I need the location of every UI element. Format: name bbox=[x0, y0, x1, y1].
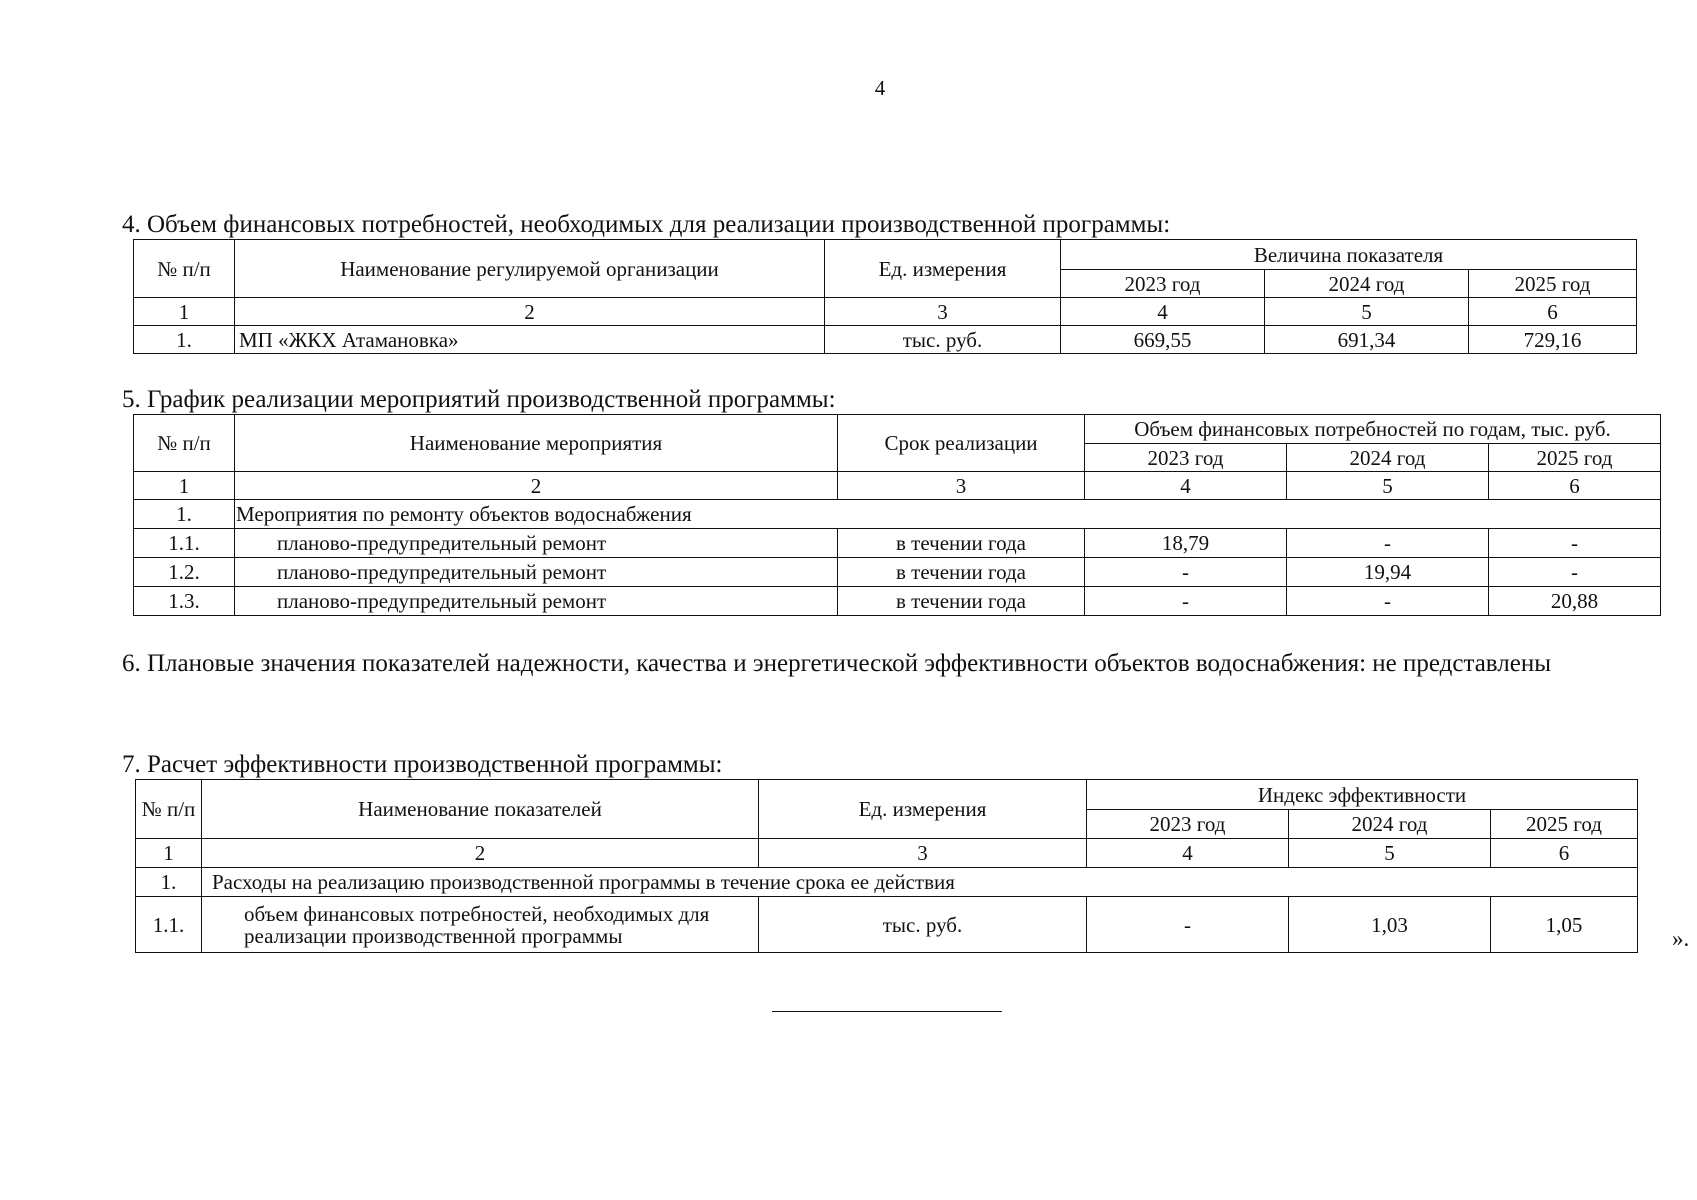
colnum: 5 bbox=[1289, 839, 1491, 868]
section-7-title: 7. Расчет эффективности производственной программы: bbox=[122, 751, 723, 778]
group-name: Мероприятия по ремонту объектов водоснабжения bbox=[235, 500, 1661, 529]
header-year-2023: 2023 год bbox=[1085, 444, 1287, 472]
value-2025: 729,16 bbox=[1469, 326, 1637, 354]
row-num: 1.1. bbox=[134, 529, 235, 558]
value-2024: 19,94 bbox=[1287, 558, 1489, 587]
colnum: 2 bbox=[202, 839, 759, 868]
column-number-row bbox=[134, 298, 1637, 326]
header-unit: Ед. измерения bbox=[825, 240, 1061, 298]
section-6-text: 6. Плановые значения показателей надежности, качества и энергетической эффективности объектов водоснабжения: не представлены bbox=[122, 650, 1552, 677]
term: в течении года bbox=[838, 587, 1085, 616]
value-2023: - bbox=[1087, 897, 1289, 953]
activity-name: планово-предупредительный ремонт bbox=[235, 558, 838, 587]
value-2023: 669,55 bbox=[1061, 326, 1265, 354]
colnum: 3 bbox=[825, 298, 1061, 326]
header-financial-by-year: Объем финансовых потребностей по годам, тыс. руб. bbox=[1085, 415, 1661, 444]
activity-name: планово-предупредительный ремонт bbox=[235, 587, 838, 616]
value-2024: - bbox=[1287, 529, 1489, 558]
colnum: 1 bbox=[134, 298, 235, 326]
unit: тыс. руб. bbox=[825, 326, 1061, 354]
header-year-2023: 2023 год bbox=[1087, 810, 1289, 839]
unit: тыс. руб. bbox=[759, 897, 1087, 953]
colnum: 5 bbox=[1287, 472, 1489, 500]
header-year-2024: 2024 год bbox=[1265, 270, 1469, 298]
table-row bbox=[136, 897, 1638, 953]
header-year-2025: 2025 год bbox=[1491, 810, 1638, 839]
colnum: 5 bbox=[1265, 298, 1469, 326]
table-row bbox=[134, 587, 1661, 616]
table-row bbox=[134, 529, 1661, 558]
value-2024: 1,03 bbox=[1289, 897, 1491, 953]
colnum: 6 bbox=[1491, 839, 1638, 868]
value-2025: - bbox=[1489, 558, 1661, 587]
row-num: 1. bbox=[134, 500, 235, 529]
colnum: 4 bbox=[1085, 472, 1287, 500]
term: в течении года bbox=[838, 529, 1085, 558]
header-term: Срок реализации bbox=[838, 415, 1085, 472]
row-num: 1. bbox=[134, 326, 235, 354]
header-indicator-name: Наименование показателей bbox=[202, 780, 759, 839]
colnum: 1 bbox=[136, 839, 202, 868]
value-2025: 20,88 bbox=[1489, 587, 1661, 616]
table-row bbox=[134, 326, 1637, 354]
colnum: 1 bbox=[134, 472, 235, 500]
value-2025: 1,05 bbox=[1491, 897, 1638, 953]
value-2024: - bbox=[1287, 587, 1489, 616]
header-unit: Ед. измерения bbox=[759, 780, 1087, 839]
header-num: № п/п bbox=[134, 415, 235, 472]
section-4-title: 4. Объем финансовых потребностей, необходимых для реализации производственной программы: bbox=[122, 211, 1171, 238]
header-year-2025: 2025 год bbox=[1489, 444, 1661, 472]
value-2023: 18,79 bbox=[1085, 529, 1287, 558]
row-num: 1.3. bbox=[134, 587, 235, 616]
activity-name: планово-предупредительный ремонт bbox=[235, 529, 838, 558]
header-indicator-value: Величина показателя bbox=[1061, 240, 1637, 270]
colnum: 3 bbox=[838, 472, 1085, 500]
header-org-name: Наименование регулируемой организации bbox=[235, 240, 825, 298]
colnum: 3 bbox=[759, 839, 1087, 868]
section-5-title: 5. График реализации мероприятий производственной программы: bbox=[122, 386, 836, 413]
header-year-2023: 2023 год bbox=[1061, 270, 1265, 298]
value-2025: - bbox=[1489, 529, 1661, 558]
efficiency-table bbox=[135, 779, 1638, 953]
indicator-name: объем финансовых потребностей, необходимых для реализации производственной программы bbox=[202, 897, 759, 953]
header-year-2025: 2025 год bbox=[1469, 270, 1637, 298]
group-row bbox=[134, 500, 1661, 529]
group-name: Расходы на реализацию производственной программы в течение срока ее действия bbox=[202, 868, 1638, 897]
header-activity-name: Наименование мероприятия bbox=[235, 415, 838, 472]
closing-quote: ». bbox=[1672, 926, 1690, 951]
schedule-table bbox=[133, 414, 1661, 616]
end-rule bbox=[772, 1011, 1002, 1012]
value-2023: - bbox=[1085, 587, 1287, 616]
colnum: 4 bbox=[1087, 839, 1289, 868]
column-number-row bbox=[134, 472, 1661, 500]
header-efficiency-index: Индекс эффективности bbox=[1087, 780, 1638, 810]
header-num: № п/п bbox=[136, 780, 202, 839]
value-2024: 691,34 bbox=[1265, 326, 1469, 354]
header-year-2024: 2024 год bbox=[1289, 810, 1491, 839]
row-num: 1.2. bbox=[134, 558, 235, 587]
term: в течении года bbox=[838, 558, 1085, 587]
colnum: 4 bbox=[1061, 298, 1265, 326]
colnum: 2 bbox=[235, 298, 825, 326]
org-name: МП «ЖКХ Атамановка» bbox=[235, 326, 825, 354]
table-row bbox=[134, 558, 1661, 587]
page-number: 4 bbox=[874, 76, 886, 100]
header-year-2024: 2024 год bbox=[1287, 444, 1489, 472]
row-num: 1.1. bbox=[136, 897, 202, 953]
group-row bbox=[136, 868, 1638, 897]
row-num: 1. bbox=[136, 868, 202, 897]
header-num: № п/п bbox=[134, 240, 235, 298]
colnum: 6 bbox=[1489, 472, 1661, 500]
value-2023: - bbox=[1085, 558, 1287, 587]
colnum: 2 bbox=[235, 472, 838, 500]
colnum: 6 bbox=[1469, 298, 1637, 326]
financial-needs-table bbox=[133, 239, 1637, 354]
column-number-row bbox=[136, 839, 1638, 868]
